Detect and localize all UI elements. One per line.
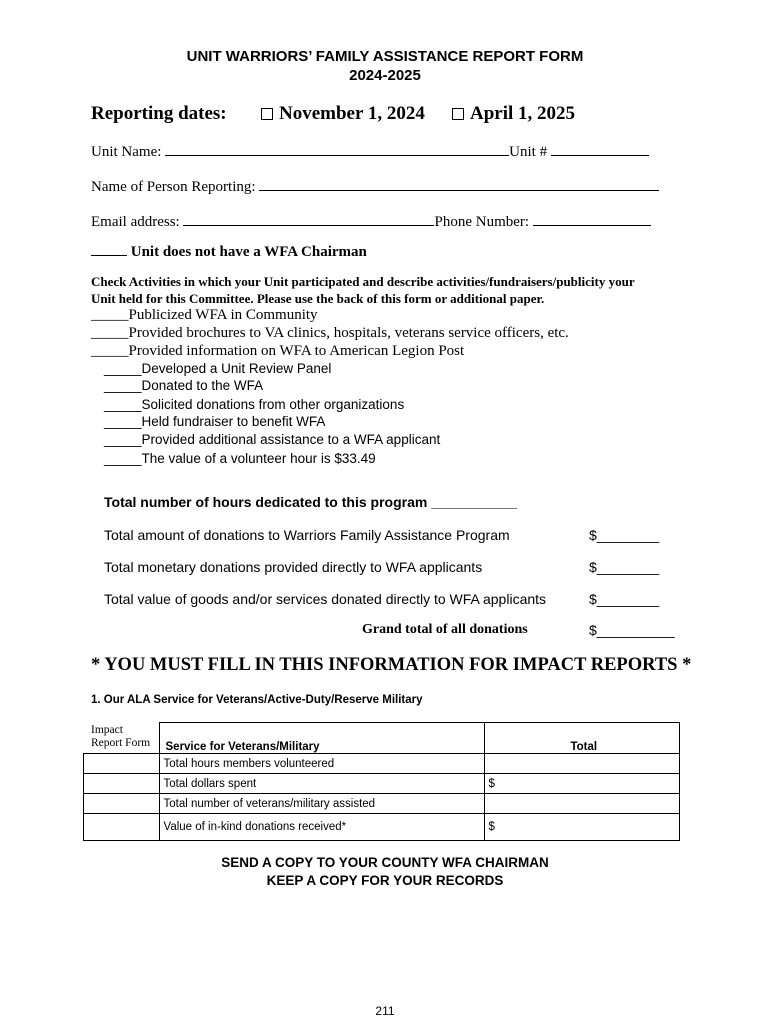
- unit-name-field[interactable]: [165, 143, 509, 156]
- total-hours-row[interactable]: Total number of hours dedicated to this program ___________: [104, 494, 517, 510]
- activity-item[interactable]: _____Solicited donations from other organizations: [104, 397, 405, 412]
- table-checkbox-cell[interactable]: [84, 794, 160, 814]
- form-title: UNIT WARRIORS’ FAMILY ASSISTANCE REPORT FORM: [186, 48, 584, 65]
- form-year: 2024-2025: [349, 67, 421, 84]
- activity-item[interactable]: _____Held fundraiser to benefit WFA: [104, 414, 326, 429]
- reporting-dates-label: Reporting dates:: [91, 103, 227, 124]
- person-reporting-label: Name of Person Reporting:: [91, 179, 256, 195]
- total-goods-services-label: Total value of goods and/or services donated directly to WFA applicants: [104, 591, 547, 607]
- no-chairman-row: [91, 243, 367, 261]
- reporting-option-april[interactable]: [452, 103, 575, 125]
- table-row: [84, 794, 680, 814]
- table-row-label: Value of in-kind donations received*: [159, 814, 484, 841]
- table-row: [84, 814, 680, 841]
- email-field[interactable]: [183, 213, 434, 226]
- impact-report-form-label-2: Report Form: [91, 737, 151, 749]
- person-reporting-field[interactable]: [259, 178, 659, 191]
- email-phone-row: [91, 213, 651, 231]
- total-donations-program-field[interactable]: $________: [589, 527, 660, 543]
- section-1-heading: 1. Our ALA Service for Veterans/Active-Duty/Reserve Military: [91, 694, 423, 706]
- activity-item[interactable]: _____The value of a volunteer hour is $33.49: [104, 451, 376, 466]
- table-header-total: Total: [484, 723, 680, 754]
- unit-number-label: Unit #: [509, 144, 548, 160]
- no-chairman-field[interactable]: [91, 243, 127, 256]
- table-checkbox-cell[interactable]: [84, 774, 160, 794]
- table-row: [84, 774, 680, 794]
- impact-table: [83, 722, 680, 841]
- no-chairman-label: Unit does not have a WFA Chairman: [130, 244, 367, 260]
- instructions-line-2: Unit held for this Committee. Please use the back of this form or additional paper.: [91, 291, 545, 306]
- checkbox-april[interactable]: [452, 108, 464, 120]
- table-header-service: Service for Veterans/Military: [159, 723, 484, 754]
- total-donations-applicants-field[interactable]: $________: [589, 559, 660, 575]
- reporting-option-november[interactable]: [261, 103, 425, 125]
- impact-heading: * YOU MUST FILL IN THIS INFORMATION FOR IMPACT REPORTS *: [91, 655, 692, 675]
- total-donations-applicants-label: Total monetary donations provided directly to WFA applicants: [104, 559, 483, 575]
- table-row-total[interactable]: [484, 754, 680, 774]
- activity-item[interactable]: _____Provided brochures to VA clinics, hospitals, veterans service officers, etc.: [91, 325, 569, 341]
- grand-total-field[interactable]: $__________: [589, 622, 675, 638]
- table-checkbox-cell[interactable]: [84, 814, 160, 841]
- person-reporting-row: [91, 178, 659, 196]
- table-row-total[interactable]: $: [484, 814, 680, 841]
- page-number: 211: [375, 1004, 395, 1018]
- table-corner-cell: [84, 723, 160, 754]
- phone-label: Phone Number:: [434, 214, 530, 230]
- table-row-total[interactable]: [484, 794, 680, 814]
- unit-number-field[interactable]: [551, 143, 649, 156]
- activity-item[interactable]: _____Developed a Unit Review Panel: [104, 361, 332, 376]
- footer-keep-copy: KEEP A COPY FOR YOUR RECORDS: [266, 873, 504, 888]
- impact-report-form-label-1: Impact: [91, 724, 123, 736]
- table-row-total[interactable]: $: [484, 774, 680, 794]
- checkbox-november[interactable]: [261, 108, 273, 120]
- phone-field[interactable]: [533, 213, 651, 226]
- grand-total-label: Grand total of all donations: [362, 622, 528, 637]
- email-label: Email address:: [91, 214, 180, 230]
- table-header-row: [84, 723, 680, 754]
- total-donations-program-label: Total amount of donations to Warriors Family Assistance Program: [104, 527, 510, 543]
- unit-name-row: [91, 143, 649, 161]
- total-goods-services-field[interactable]: $________: [589, 591, 660, 607]
- reporting-option-april-label: April 1, 2025: [470, 103, 576, 124]
- footer-send-copy: SEND A COPY TO YOUR COUNTY WFA CHAIRMAN: [221, 855, 549, 870]
- activity-item[interactable]: _____Provided additional assistance to a WFA applicant: [104, 432, 441, 447]
- unit-name-label: Unit Name:: [91, 144, 162, 160]
- table-checkbox-cell[interactable]: [84, 754, 160, 774]
- activity-item[interactable]: _____Publicized WFA in Community: [91, 307, 318, 323]
- table-row-label: Total hours members volunteered: [159, 754, 484, 774]
- instructions-line-1: Check Activities in which your Unit participated and describe activities/fundraisers/publicity your: [91, 274, 635, 289]
- table-row-label: Total number of veterans/military assisted: [159, 794, 484, 814]
- activity-item[interactable]: _____Provided information on WFA to American Legion Post: [91, 343, 465, 359]
- table-row-label: Total dollars spent: [159, 774, 484, 794]
- table-row: [84, 754, 680, 774]
- activity-item[interactable]: _____Donated to the WFA: [104, 378, 264, 393]
- reporting-option-november-label: November 1, 2024: [279, 103, 425, 124]
